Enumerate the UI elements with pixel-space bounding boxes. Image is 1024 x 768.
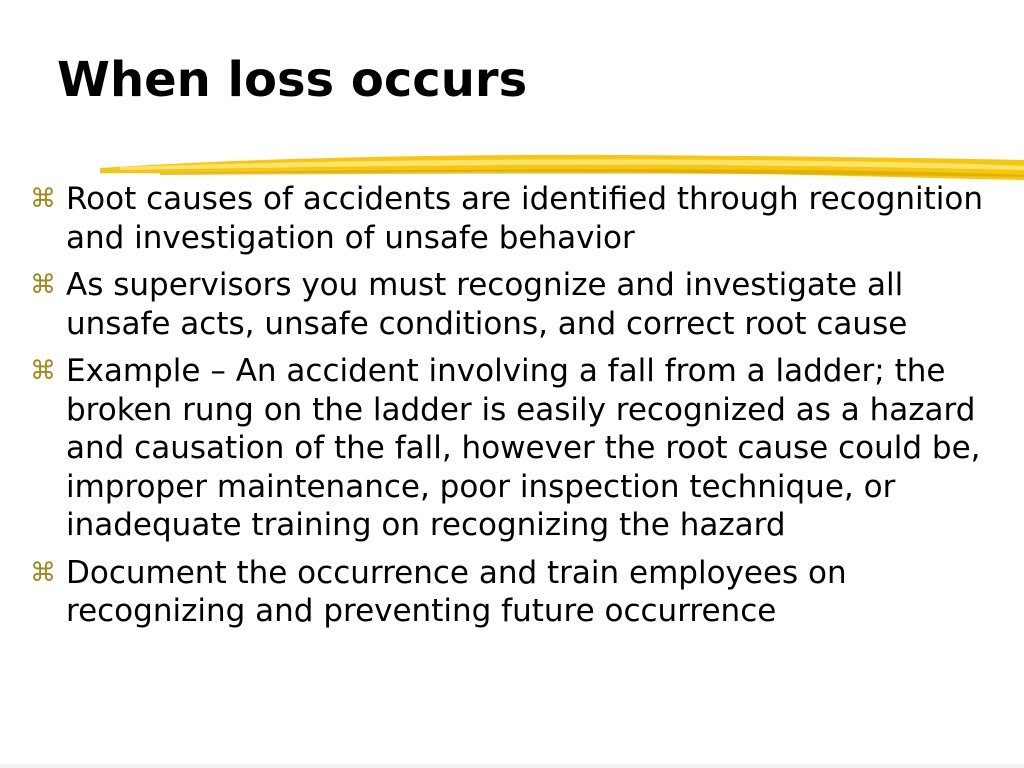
command-key-icon: ⌘ bbox=[30, 270, 56, 300]
bullet-list bbox=[30, 180, 1015, 640]
bullet-item bbox=[30, 352, 1015, 545]
bullet-item bbox=[30, 554, 1015, 631]
slide-bottom-edge bbox=[0, 764, 1024, 768]
bullet-text: Example – An accident involving a fall from a ladder; the broken rung on the ladder is easily recognized as a hazard and causation of the fall, however the root cause could be, improper maintenance, poor inspection technique, or inadequate training on recognizing the hazard bbox=[66, 353, 981, 543]
bullet-text: As supervisors you must recognize and investigate all unsafe acts, unsafe conditions, and correct root cause bbox=[66, 267, 908, 342]
command-key-icon: ⌘ bbox=[30, 184, 56, 214]
command-key-icon: ⌘ bbox=[30, 557, 56, 588]
bullet-text: Root causes of accidents are identified through recognition and investigation of unsafe behavior bbox=[66, 181, 984, 256]
bullet-item bbox=[30, 180, 1015, 257]
bullet-text: Document the occurrence and train employees on recognizing and preventing future occurrence bbox=[66, 554, 847, 629]
bullet-item bbox=[30, 266, 1015, 343]
slide-title: When loss occurs bbox=[57, 52, 528, 108]
command-key-icon: ⌘ bbox=[30, 356, 56, 386]
